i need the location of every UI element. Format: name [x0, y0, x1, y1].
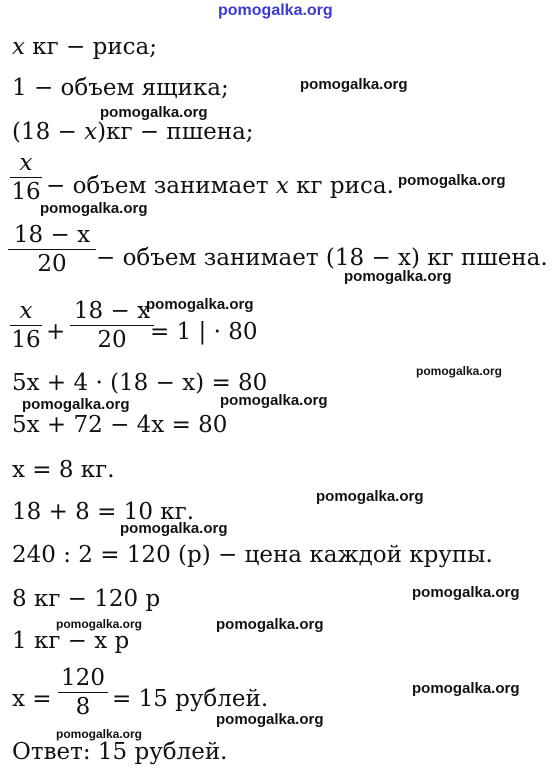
fraction-x-over-16: [10, 150, 42, 205]
numerator: x: [19, 150, 33, 176]
plus-sign: +: [46, 319, 66, 345]
watermark: pomogalka.org: [120, 520, 228, 537]
var-x: x: [12, 34, 25, 60]
line-simplified-equation: 5x + 72 − 4x = 80: [12, 412, 228, 438]
numerator: 18 − x: [13, 222, 91, 248]
fraction-120-over-8: [58, 665, 108, 720]
watermark: pomogalka.org: [316, 488, 424, 505]
line-result-rubles: = 15 рублей.: [112, 686, 269, 712]
watermark: pomogalka.org: [300, 76, 408, 93]
line-text: кг риса.: [288, 173, 394, 199]
denominator: 16: [11, 179, 41, 205]
line-expanded-equation: 5x + 4 · (18 − x) = 80: [12, 370, 268, 396]
var-x: x: [84, 119, 98, 145]
watermark: pomogalka.org: [22, 396, 130, 413]
numerator: 120: [61, 665, 105, 691]
numerator: 18 − x: [73, 298, 151, 324]
fraction-bar: [10, 177, 42, 178]
line-x-equals: x =: [12, 686, 52, 712]
line-proportion-2: 1 кг − x р: [12, 628, 130, 654]
numerator: x: [19, 298, 33, 324]
fraction-bar: [10, 325, 42, 326]
line-text: )кг − пшена;: [97, 119, 254, 145]
watermark: pomogalka.org: [220, 392, 328, 409]
watermark-top: pomogalka.org: [218, 2, 333, 19]
line-rice-result: x = 8 кг.: [12, 457, 115, 483]
watermark: pomogalka.org: [100, 104, 208, 121]
line-wheat-variable: [12, 118, 254, 146]
watermark: pomogalka.org: [398, 172, 506, 189]
watermark: pomogalka.org: [412, 584, 520, 601]
fraction-18-minus-x-over-20: [8, 222, 96, 277]
line-proportion-1: 8 кг − 120 р: [12, 586, 161, 612]
line-wheat-volume: − объем занимает (18 − x) кг пшена.: [96, 245, 548, 271]
line-total-mass: 18 + 8 = 10 кг.: [12, 499, 195, 525]
denominator: 16: [11, 327, 41, 353]
line-text: − объем занимает: [46, 173, 276, 199]
watermark: pomogalka.org: [56, 727, 143, 741]
answer-line: Ответ: 15 рублей.: [12, 739, 228, 765]
fraction-18-minus-x-over-20-eq: [70, 298, 154, 353]
fraction-bar: [70, 325, 154, 326]
fraction-bar: [8, 249, 96, 250]
watermark: pomogalka.org: [412, 680, 520, 697]
fraction-bar: [58, 692, 108, 693]
denominator: 20: [37, 251, 67, 277]
fraction-x-over-16-eq: [10, 298, 42, 353]
watermark: pomogalka.org: [344, 268, 452, 285]
equation-tail: = 1 | · 80: [150, 319, 258, 345]
line-box-volume: 1 − объем ящика;: [12, 75, 229, 101]
denominator: 8: [75, 694, 91, 720]
line-text: кг − риса;: [24, 34, 158, 60]
watermark: pomogalka.org: [416, 364, 503, 378]
var-x: x: [275, 173, 289, 199]
watermark: pomogalka.org: [216, 711, 324, 728]
line-text: (18 −: [12, 119, 85, 145]
watermark: pomogalka.org: [56, 617, 143, 631]
line-rice-variable: [12, 33, 157, 61]
watermark: pomogalka.org: [146, 296, 254, 313]
line-price-per-grain: 240 : 2 = 120 (р) − цена каждой крупы.: [12, 542, 493, 568]
denominator: 20: [97, 327, 127, 353]
watermark: pomogalka.org: [40, 200, 148, 217]
line-rice-volume: [46, 172, 394, 200]
watermark: pomogalka.org: [216, 616, 324, 633]
